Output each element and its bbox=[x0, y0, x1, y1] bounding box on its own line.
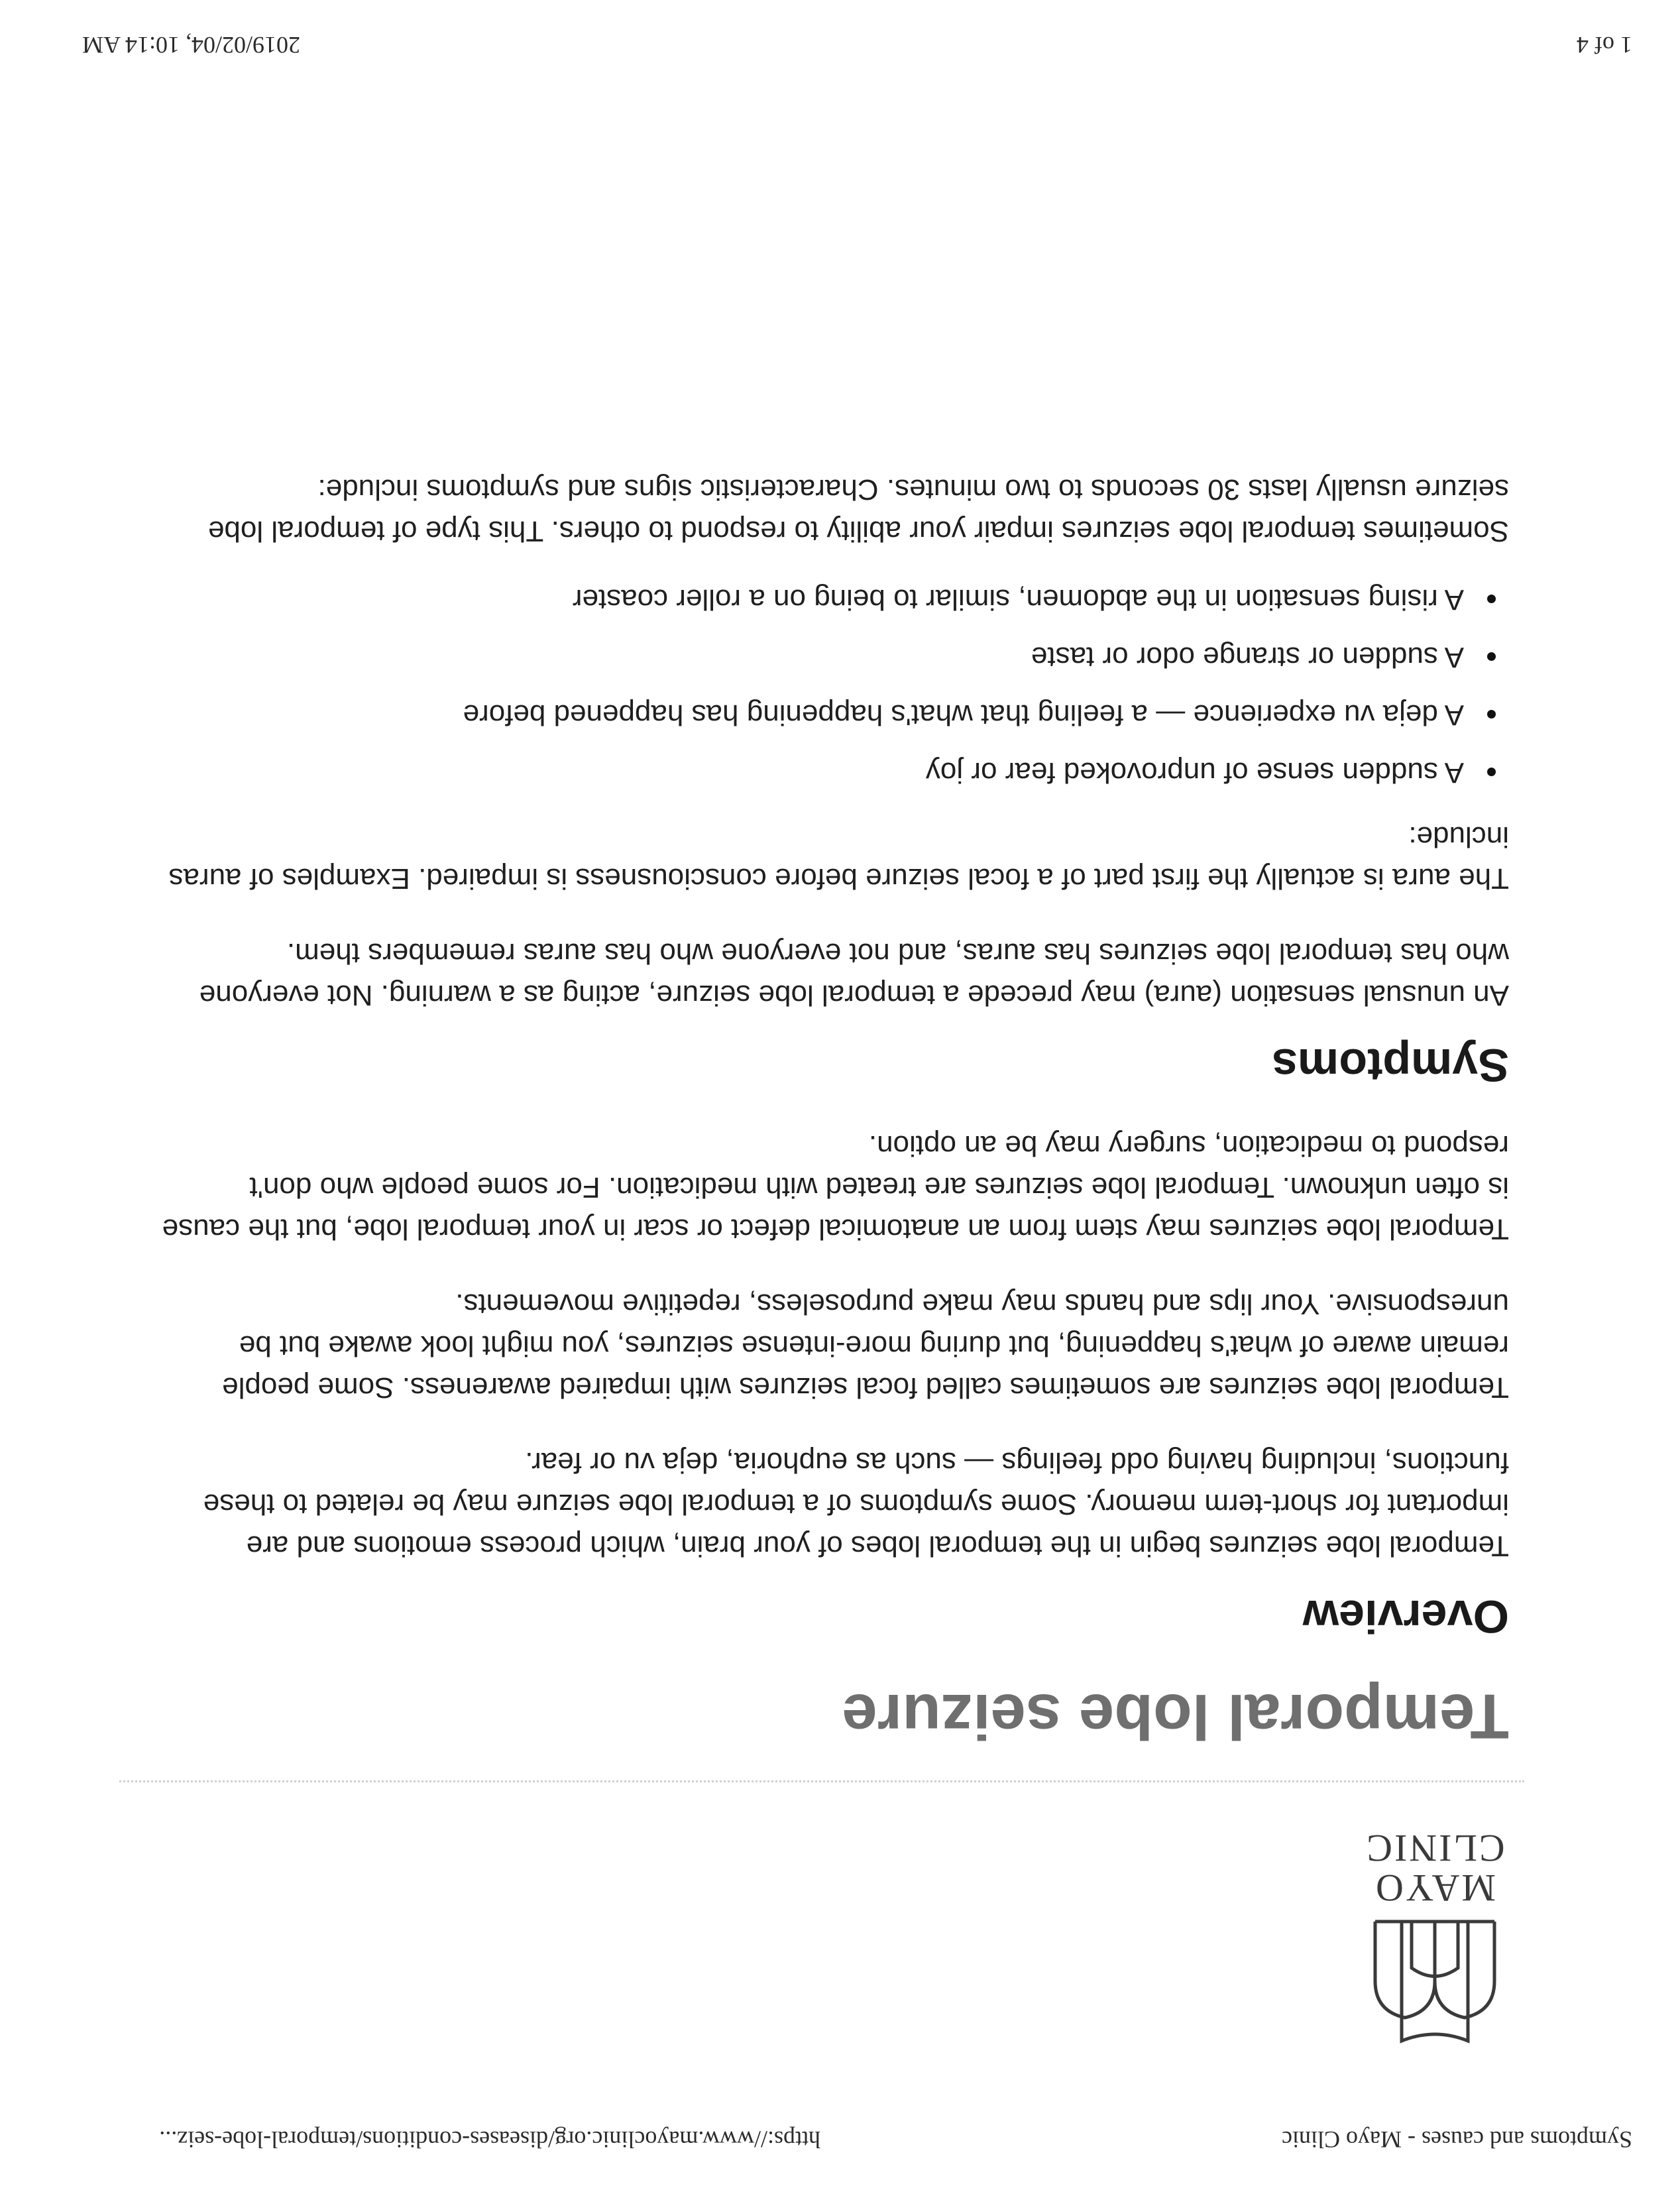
symptoms-paragraph: An unusual sensation (aura) may precede a temporal lobe seizure, acting as a warning. Not everyone who has temporal lobe seizures has auras, and not everyone who has auras remembers them. bbox=[199, 937, 1509, 1011]
overview-heading: Overview bbox=[1302, 1590, 1509, 1642]
bullet-icon bbox=[1487, 595, 1496, 603]
print-datetime: 2019/02/04, 10:14 AM bbox=[82, 32, 300, 58]
aura-examples-list bbox=[150, 579, 1509, 793]
list-item bbox=[150, 579, 1509, 620]
header-divider bbox=[119, 1780, 1524, 1782]
list-item bbox=[150, 636, 1509, 678]
symptoms-paragraph: The aura is actually the first part of a focal seizure before consciousness is impaired. Examples of auras include: bbox=[168, 820, 1509, 895]
print-header bbox=[48, 2114, 1632, 2154]
overview-paragraph: Temporal lobe seizures are sometimes called focal seizures with impaired awareness. Some people remain aware of what's happening, but during more-intense seizures, you might look awake but be unresponsive. Your lips and hands may make purposeless, repetitive movements. bbox=[222, 1288, 1509, 1405]
list-item bbox=[150, 694, 1509, 736]
bullet-icon bbox=[1487, 710, 1496, 719]
bullet-icon bbox=[1487, 768, 1496, 776]
list-item-text: A rising sensation in the abdomen, similar to being on a roller coaster bbox=[572, 583, 1464, 616]
article-content bbox=[150, 435, 1509, 1753]
mayo-clinic-logo[interactable] bbox=[1362, 1829, 1508, 2047]
print-footer bbox=[48, 19, 1632, 59]
symptoms-closing-paragraph: Sometimes temporal lobe seizures impair your ability to respond to others. This type of temporal lobe seizure usually lasts 30 seconds to two minutes. Characteristic signs and symptoms include: bbox=[207, 473, 1509, 548]
list-item-text: A sudden sense of unprovoked fear or joy bbox=[925, 756, 1464, 789]
page-title: Temporal lobe seizure bbox=[842, 1681, 1509, 1752]
print-page-title: Symptoms and causes - Mayo Clinic bbox=[1282, 2126, 1632, 2153]
print-url[interactable]: https://www.mayoclinic.org/diseases-conditions/temporal-lobe-seiz... bbox=[159, 2126, 820, 2153]
logo-word-clinic: CLINIC bbox=[1365, 1827, 1505, 1870]
list-item-text: A deja vu experience — a feeling that what's happening has happened before bbox=[463, 698, 1464, 731]
symptoms-heading: Symptoms bbox=[1272, 1039, 1509, 1092]
logo-word-mayo: MAYO bbox=[1374, 1867, 1496, 1910]
list-item-text: A sudden or strange odor or taste bbox=[1031, 640, 1464, 673]
mayo-clinic-shields-icon bbox=[1362, 1915, 1508, 2047]
overview-paragraph: Temporal lobe seizures may stem from an anatomical defect or scar in your temporal lobe, but the cause is often unknown. Temporal lobe seizures are treated with medication. For some people who don't respond to medication, surgery may be an option. bbox=[162, 1129, 1509, 1246]
page-indicator: 1 of 4 bbox=[1577, 32, 1632, 58]
bullet-icon bbox=[1487, 652, 1496, 661]
list-item bbox=[150, 752, 1509, 793]
overview-paragraph: Temporal lobe seizures begin in the temporal lobes of your brain, which process emotions and are important for short-term memory. Some symptoms of a temporal lobe seizure may be related to these functions, including having odd feelings — such as euphoria, deja vu or fear. bbox=[203, 1446, 1509, 1563]
